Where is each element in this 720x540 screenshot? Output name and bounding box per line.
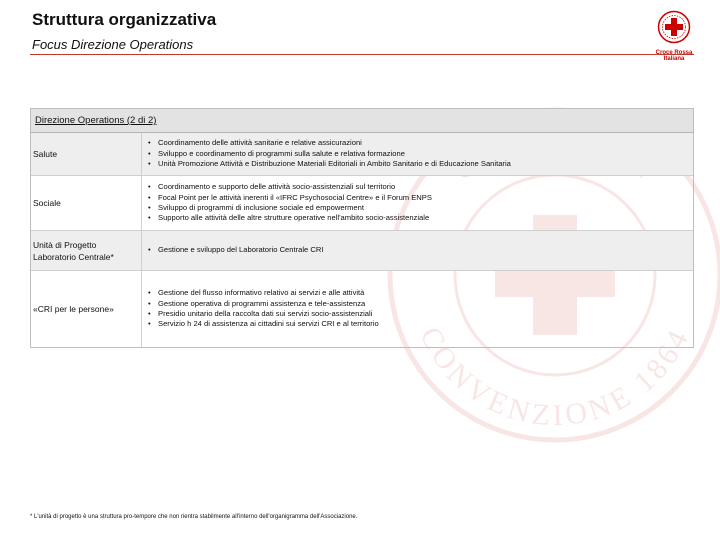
table-row — [31, 176, 693, 231]
table-heading: Direzione Operations (2 di 2) — [31, 109, 693, 133]
red-cross-emblem-icon — [657, 10, 691, 44]
list-item: • Unità Promozione Attività e Distribuzione Materiali Editoriali in Ambito Sanitario e di Educazione Sanitaria — [148, 159, 511, 169]
table-row — [31, 271, 693, 347]
table-row — [31, 133, 693, 176]
page-subtitle: Focus Direzione Operations — [32, 37, 194, 52]
row-items — [142, 231, 693, 270]
title-divider — [30, 54, 694, 55]
list-item: • Gestione e sviluppo del Laboratorio Centrale CRI — [148, 245, 324, 255]
list-item: • Sviluppo di programmi di inclusione sociale ed empowerment — [148, 203, 364, 212]
row-items — [142, 271, 693, 347]
page-title: Struttura organizzativa — [32, 10, 217, 29]
logo-text: Croce Rossa Italiana — [655, 50, 693, 62]
list-item: • Coordinamento e supporto delle attività socio-assistenziali sul territorio — [148, 182, 396, 192]
list-item: • Presidio unitario della raccolta dati sui servizi socio-assistenziali — [148, 309, 373, 318]
list-item: • Gestione operativa di programmi assistenza e tele-assistenza — [148, 298, 366, 308]
row-items — [142, 133, 693, 175]
row-label: «CRI per le persone» — [31, 271, 142, 347]
list-item: • Focal Point per le attività inerenti il «IFRC Psychosocial Centre» e il Forum ENPS — [148, 192, 432, 202]
footnote: * L'unità di progetto è una struttura pro-tempore che non rientra stabilmente all'interno dell'organigramma dell'Associazione. — [30, 514, 358, 520]
row-label: Unità di Progetto Laboratorio Centrale* — [31, 231, 142, 270]
cri-logo — [650, 10, 698, 62]
row-label: Sociale — [31, 176, 142, 230]
list-item: • Servizio h 24 di assistenza ai cittadini sui servizi CRI e al territorio — [148, 319, 379, 329]
table-row — [31, 231, 693, 271]
list-item: • Sviluppo e coordinamento di programmi sulla salute e relativa formazione — [148, 148, 405, 158]
operations-table — [30, 108, 694, 348]
list-item: • Gestione del flusso informativo relativo ai servizi e alle attività — [148, 288, 365, 298]
watermark-bottom-text: CONVENZIONE 1864 — [413, 321, 697, 433]
list-item: • Supporto alle attività delle altre strutture operative nell'ambito socio-assistenziale — [148, 213, 430, 223]
row-items — [142, 176, 693, 230]
list-item: • Coordinamento delle attività sanitarie e relative assicurazioni — [148, 138, 362, 148]
row-label: Salute — [31, 133, 142, 175]
